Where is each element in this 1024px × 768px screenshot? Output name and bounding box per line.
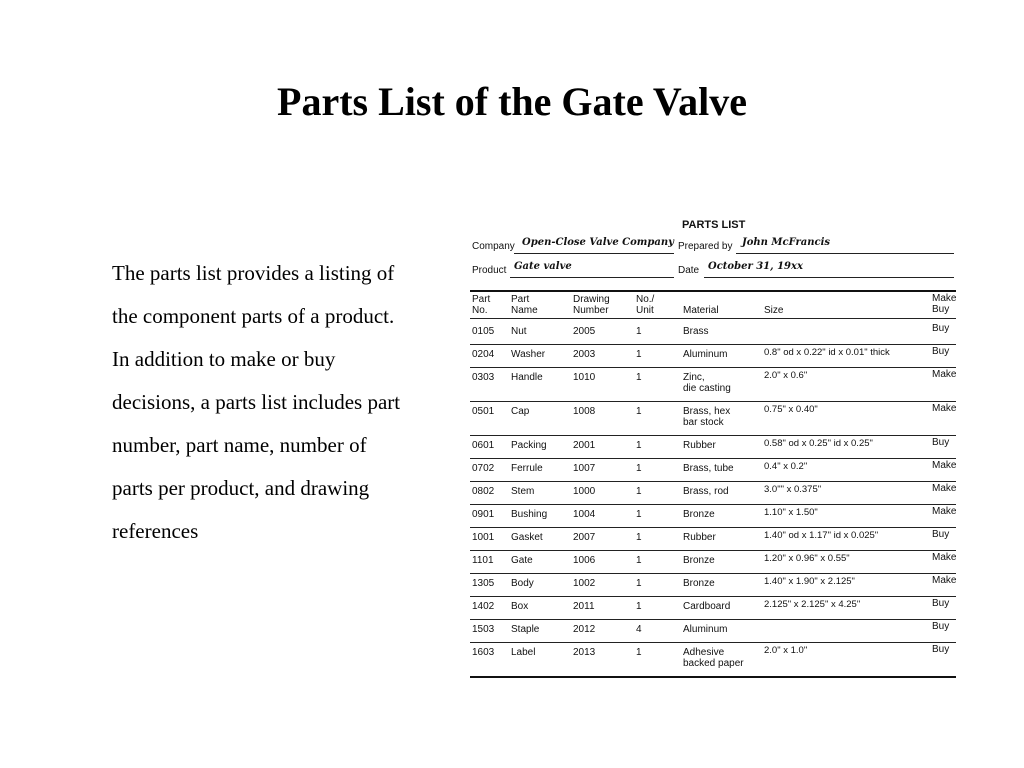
cell-drawing-number: 1004 — [573, 509, 596, 520]
cell-no-unit: 1 — [636, 326, 642, 337]
material-line: Brass, tube — [683, 463, 734, 474]
material-line: Brass — [683, 326, 709, 337]
prepared-label: Prepared by — [678, 241, 733, 252]
cell-make-buy: Buy — [932, 621, 950, 632]
cell-make-buy: Make — [932, 483, 957, 494]
row-rule — [470, 481, 956, 482]
col-head-drawing-line1: Drawing — [573, 294, 610, 305]
material-line: bar stock — [683, 417, 724, 428]
col-head-part-no-line2: No. — [472, 305, 488, 316]
cell-material — [683, 463, 734, 474]
cell-no-unit: 4 — [636, 624, 642, 635]
cell-part-name: Label — [511, 647, 536, 658]
cell-part-name: Nut — [511, 326, 527, 337]
cell-material — [683, 406, 730, 428]
material-line: Cardboard — [683, 601, 731, 612]
cell-no-unit: 1 — [636, 509, 642, 520]
row-rule — [470, 367, 956, 368]
row-rule — [470, 401, 956, 402]
cell-part-no: 0303 — [472, 372, 495, 383]
cell-no-unit: 1 — [636, 647, 642, 658]
col-head-no-unit — [636, 294, 654, 316]
cell-material — [683, 601, 730, 612]
material-line: Brass, hex — [683, 406, 731, 417]
cell-make-buy: Buy — [932, 529, 950, 540]
date-underline — [704, 277, 954, 278]
cell-drawing-number: 1007 — [573, 463, 596, 474]
cell-part-no: 0901 — [472, 509, 495, 520]
product-label: Product — [472, 265, 507, 276]
cell-material — [683, 532, 716, 543]
cell-material — [683, 372, 731, 394]
row-rule — [470, 596, 956, 597]
cell-part-name: Body — [511, 578, 534, 589]
material-line: Bronze — [683, 555, 715, 566]
col-head-part-name-line1: Part — [511, 294, 530, 305]
col-head-no-unit-line2: Unit — [636, 305, 654, 316]
cell-drawing-number: 2013 — [573, 647, 596, 658]
cell-no-unit: 1 — [636, 555, 642, 566]
cell-size: 0.8" od x 0.22" id x 0.01" thick — [764, 347, 890, 358]
cell-material — [683, 349, 727, 360]
cell-material — [683, 578, 715, 589]
col-head-drawing-line2: Number — [573, 305, 609, 316]
cell-part-name: Handle — [511, 372, 543, 383]
header-rule — [470, 290, 956, 292]
cell-make-buy: Make — [932, 369, 957, 380]
cell-make-buy: Buy — [932, 346, 950, 357]
cell-size: 2.125" x 2.125" x 4.25" — [764, 599, 861, 610]
col-head-material: Material — [683, 305, 719, 316]
cell-size: 1.40" od x 1.17" id x 0.025" — [764, 530, 879, 541]
product-underline — [510, 277, 674, 278]
material-line: Rubber — [683, 440, 716, 451]
cell-no-unit: 1 — [636, 532, 642, 543]
cell-material — [683, 440, 716, 451]
cell-material — [683, 647, 744, 669]
cell-no-unit: 1 — [636, 372, 642, 383]
row-rule — [470, 676, 956, 678]
material-line: die casting — [683, 383, 731, 394]
cell-make-buy: Make — [932, 506, 957, 517]
cell-material — [683, 326, 709, 337]
cell-part-no: 1001 — [472, 532, 495, 543]
cell-part-name: Gasket — [511, 532, 543, 543]
company-line — [470, 237, 956, 255]
cell-drawing-number: 1008 — [573, 406, 596, 417]
row-rule — [470, 550, 956, 551]
col-head-no-unit-line1: No./ — [636, 294, 655, 305]
cell-no-unit: 1 — [636, 578, 642, 589]
slide-title: Parts List of the Gate Valve — [277, 79, 747, 124]
cell-material — [683, 486, 729, 497]
company-label: Company — [472, 241, 515, 252]
cell-make-buy: Buy — [932, 323, 950, 334]
cell-part-name: Packing — [511, 440, 547, 451]
cell-part-name: Box — [511, 601, 529, 612]
slide-body-text: The parts list provides a listing of the component parts of a product. In addition to make or buy decisions, a parts list includes part number, part name, number of parts per product, and drawing references — [112, 261, 401, 543]
product-value: Gate valve — [514, 261, 572, 272]
col-head-part-no — [472, 294, 490, 316]
cell-part-no: 0105 — [472, 326, 495, 337]
col-head-make-buy-line1: Make — [932, 293, 957, 304]
cell-part-no: 0702 — [472, 463, 495, 474]
cell-drawing-number: 2005 — [573, 326, 596, 337]
col-head-size: Size — [764, 305, 784, 316]
cell-part-name: Gate — [511, 555, 533, 566]
row-rule — [470, 642, 956, 643]
cell-drawing-number: 1006 — [573, 555, 596, 566]
cell-size: 2.0" x 0.6" — [764, 370, 808, 381]
row-rule — [470, 619, 956, 620]
cell-no-unit: 1 — [636, 440, 642, 451]
cell-part-no: 1503 — [472, 624, 495, 635]
material-line: Bronze — [683, 578, 715, 589]
row-rule — [470, 344, 956, 345]
cell-material — [683, 624, 727, 635]
cell-part-no: 1402 — [472, 601, 495, 612]
cell-size: 0.4" x 0.2" — [764, 461, 808, 472]
cell-drawing-number: 2001 — [573, 440, 596, 451]
cell-drawing-number: 2007 — [573, 532, 596, 543]
cell-no-unit: 1 — [636, 601, 642, 612]
cell-make-buy: Make — [932, 403, 957, 414]
col-head-make-buy-line2: Buy — [932, 304, 950, 315]
cell-make-buy: Make — [932, 460, 957, 471]
cell-part-no: 0601 — [472, 440, 495, 451]
cell-size: 0.58" od x 0.25" id x 0.25" — [764, 438, 873, 449]
material-line: Zinc, — [683, 372, 705, 383]
cell-make-buy: Make — [932, 552, 957, 563]
cell-no-unit: 1 — [636, 349, 642, 360]
cell-make-buy: Buy — [932, 644, 950, 655]
cell-part-no: 1603 — [472, 647, 495, 658]
cell-part-name: Washer — [511, 349, 546, 360]
cell-drawing-number: 1000 — [573, 486, 596, 497]
cell-size: 1.40" x 1.90" x 2.125" — [764, 576, 855, 587]
material-line: Bronze — [683, 509, 715, 520]
col-head-drawing — [573, 294, 610, 316]
cell-part-no: 1305 — [472, 578, 495, 589]
row-rule — [470, 527, 956, 528]
cell-part-no: 0204 — [472, 349, 495, 360]
cell-drawing-number: 2003 — [573, 349, 596, 360]
cell-size: 3.0"" x 0.375" — [764, 484, 822, 495]
prepared-underline — [736, 253, 954, 254]
row-rule — [470, 504, 956, 505]
cell-size: 0.75" x 0.40" — [764, 404, 818, 415]
cell-part-name: Cap — [511, 406, 530, 417]
col-head-part-no-line1: Part — [472, 294, 491, 305]
cell-part-name: Staple — [511, 624, 540, 635]
cell-no-unit: 1 — [636, 463, 642, 474]
row-rule — [470, 435, 956, 436]
material-line: Brass, rod — [683, 486, 729, 497]
cell-no-unit: 1 — [636, 486, 642, 497]
cell-no-unit: 1 — [636, 406, 642, 417]
material-line: backed paper — [683, 658, 744, 669]
cell-size: 1.20" x 0.96" x 0.55" — [764, 553, 850, 564]
product-line — [470, 261, 956, 279]
col-head-make-buy — [932, 293, 956, 315]
prepared-value: John McFrancis — [742, 237, 831, 248]
col-head-part-name — [511, 294, 538, 316]
cell-drawing-number: 2012 — [573, 624, 596, 635]
material-line: Aluminum — [683, 349, 728, 360]
col-head-part-name-line2: Name — [511, 305, 538, 316]
row-rule — [470, 458, 956, 459]
cell-material — [683, 509, 715, 520]
cell-size: 2.0" x 1.0" — [764, 645, 808, 656]
cell-material — [683, 555, 715, 566]
cell-part-name: Stem — [511, 486, 535, 497]
cell-part-no: 1101 — [472, 555, 494, 566]
cell-part-name: Bushing — [511, 509, 548, 520]
form-title: PARTS LIST — [682, 219, 746, 231]
company-value: Open-Close Valve Company — [522, 237, 674, 248]
material-line: Aluminum — [683, 624, 728, 635]
cell-make-buy: Make — [932, 575, 957, 586]
cell-drawing-number: 1010 — [573, 372, 596, 383]
cell-part-no: 0802 — [472, 486, 495, 497]
cell-make-buy: Buy — [932, 598, 950, 609]
material-line: Rubber — [683, 532, 716, 543]
cell-make-buy: Buy — [932, 437, 950, 448]
cell-drawing-number: 2011 — [573, 601, 595, 612]
date-label: Date — [678, 265, 700, 276]
material-line: Adhesive — [683, 647, 725, 658]
cell-size: 1.10" x 1.50" — [764, 507, 818, 518]
cell-part-no: 0501 — [472, 406, 495, 417]
column-head-rule — [470, 318, 956, 319]
date-value: October 31, 19xx — [708, 261, 803, 272]
row-rule — [470, 573, 956, 574]
cell-part-name: Ferrule — [511, 463, 543, 474]
cell-drawing-number: 1002 — [573, 578, 596, 589]
company-underline — [514, 253, 674, 254]
